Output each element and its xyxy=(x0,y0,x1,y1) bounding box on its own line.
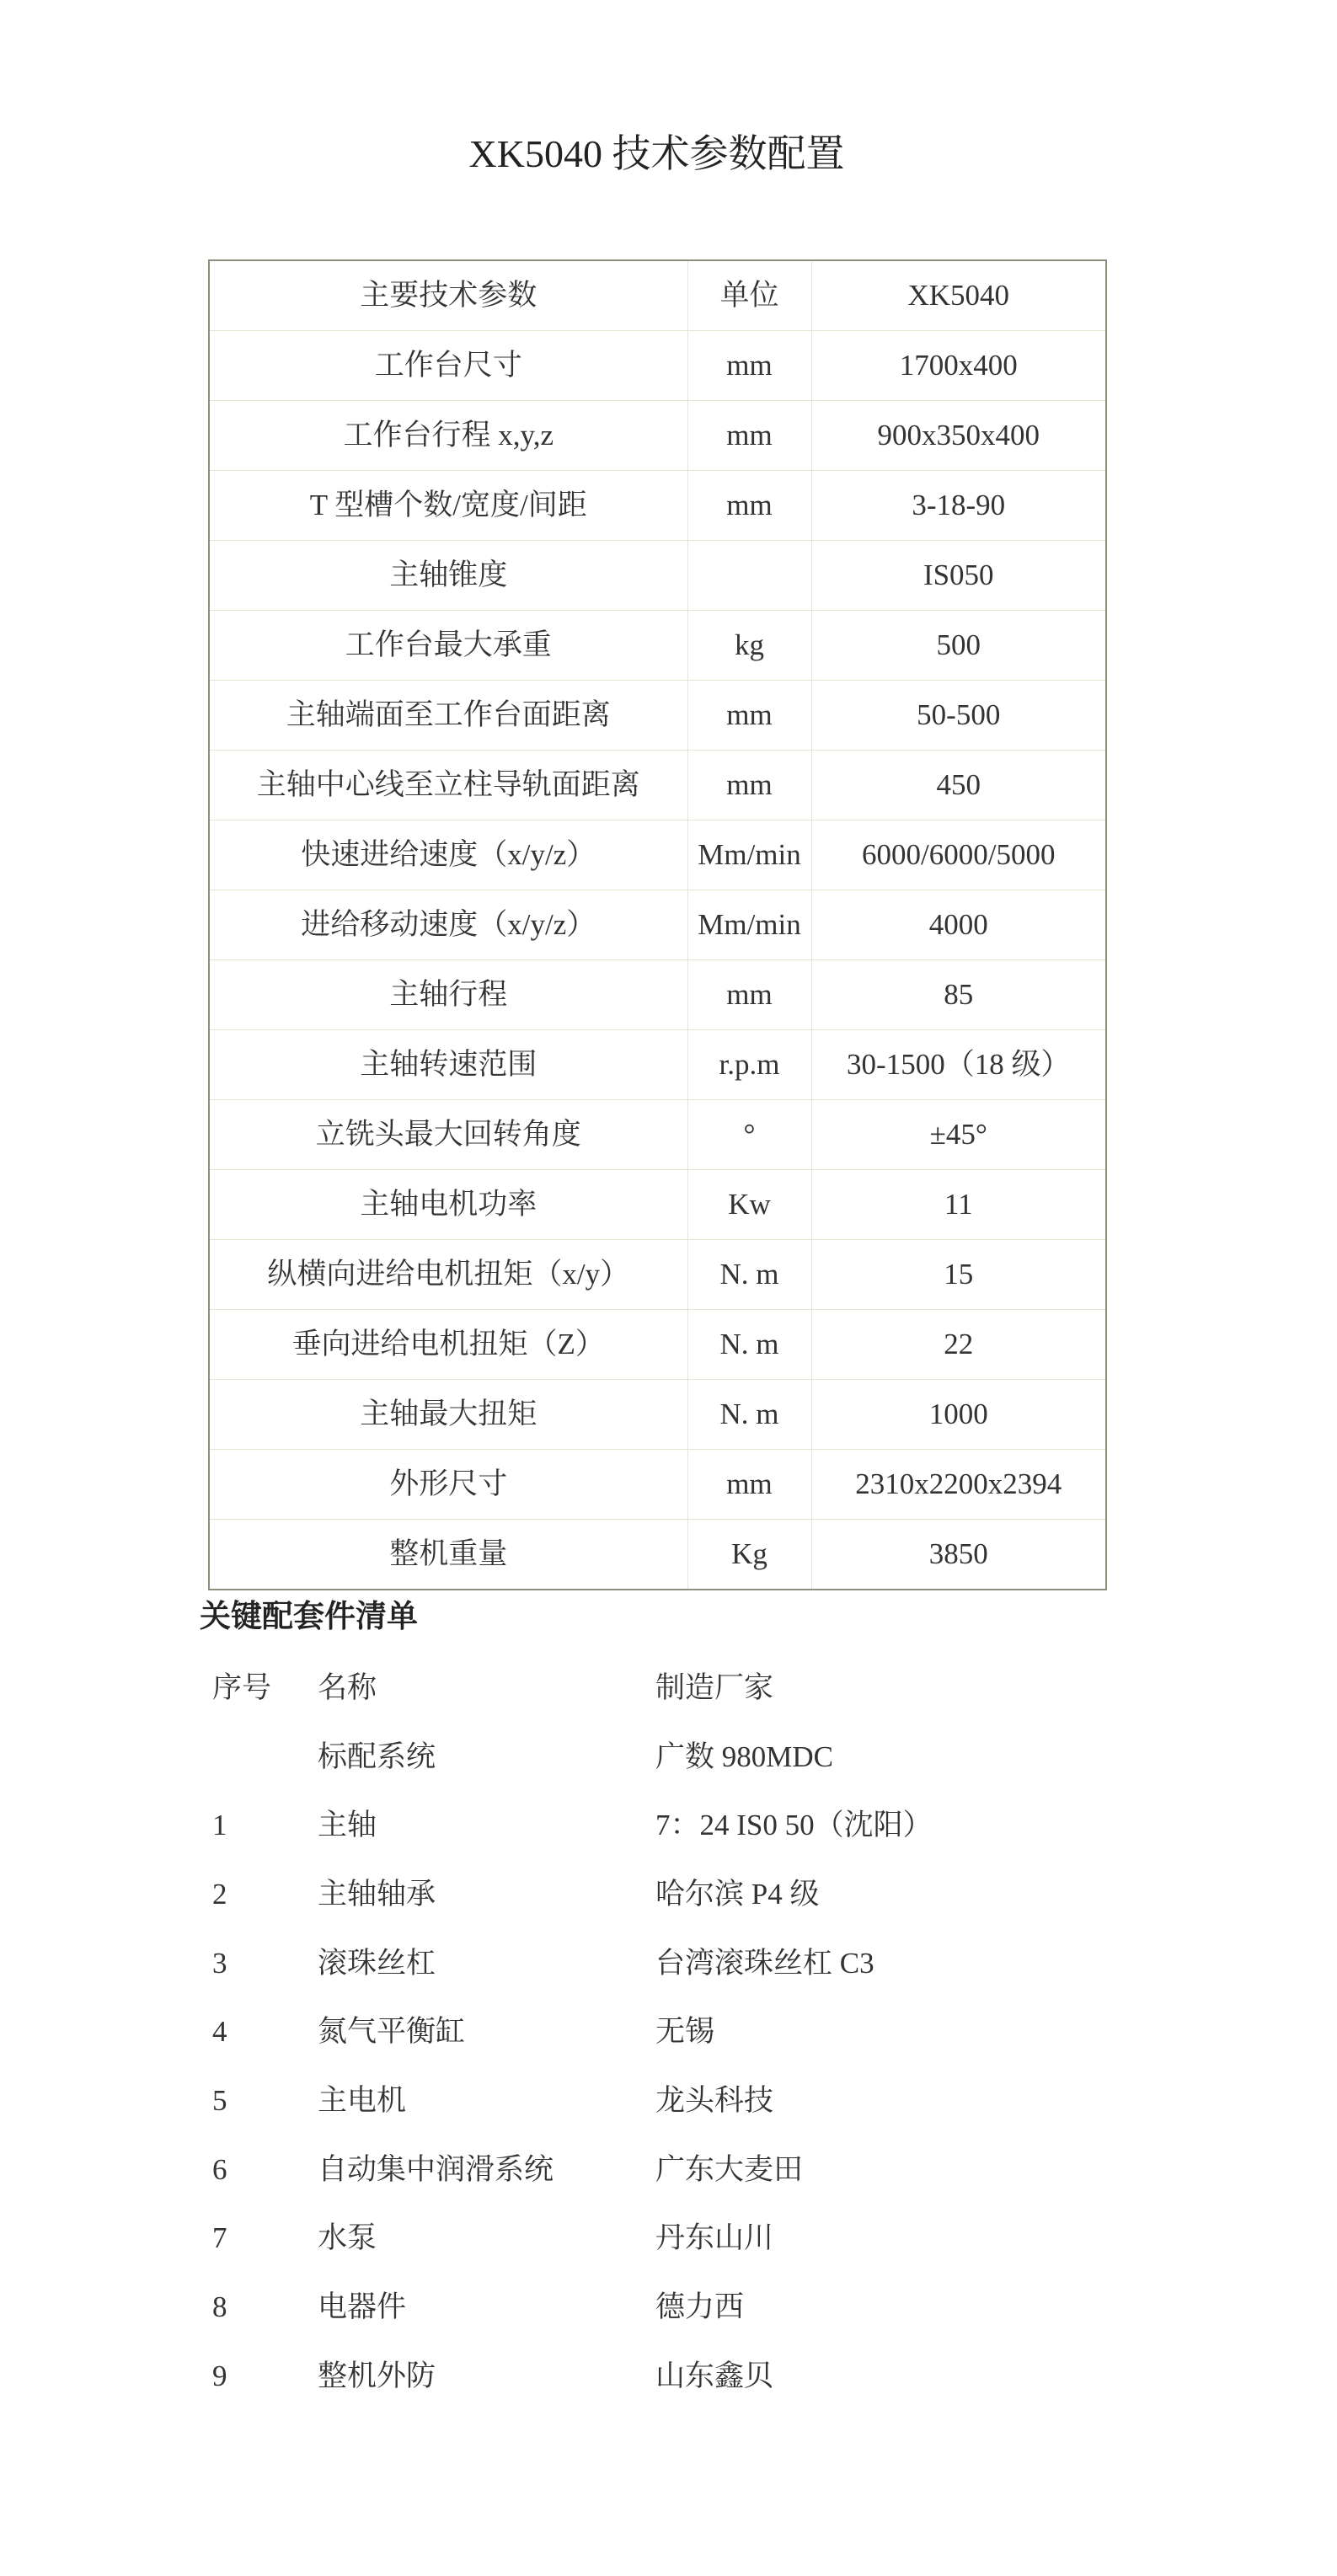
spec-value-cell: 900x350x400 xyxy=(811,401,1106,471)
parts-row xyxy=(212,1723,1122,1792)
spec-unit-cell: N. m xyxy=(687,1240,811,1310)
spec-row xyxy=(209,1310,1106,1380)
spec-unit-cell: kg xyxy=(687,611,811,681)
parts-name: 氮气平衡缸 xyxy=(318,2015,466,2049)
spec-param-cell: 整机重量 xyxy=(209,1520,687,1590)
spec-value-cell: 3-18-90 xyxy=(811,471,1106,541)
parts-header-maker: 制造厂家 xyxy=(655,1670,774,1704)
parts-name: 标配系统 xyxy=(318,1740,436,1773)
parts-index: 7 xyxy=(212,2221,227,2255)
parts-maker: 7：24 IS0 50（沈阳） xyxy=(655,1809,933,1842)
spec-param-cell: 外形尺寸 xyxy=(209,1450,687,1520)
parts-maker: 龙头科技 xyxy=(655,2083,774,2117)
spec-value-cell: 11 xyxy=(811,1170,1106,1240)
parts-header-index: 序号 xyxy=(212,1670,272,1704)
spec-unit-cell: N. m xyxy=(687,1310,811,1380)
spec-row xyxy=(209,960,1106,1030)
spec-param-cell: 纵横向进给电机扭矩（x/y） xyxy=(209,1240,687,1310)
parts-index: 9 xyxy=(212,2359,227,2392)
page-title: XK5040 技术参数配置 xyxy=(468,132,845,175)
parts-name: 滚珠丝杠 xyxy=(318,1946,436,1980)
parts-name: 自动集中润滑系统 xyxy=(318,2152,554,2186)
parts-maker: 广东大麦田 xyxy=(655,2152,804,2186)
spec-row xyxy=(209,331,1106,401)
parts-maker: 哈尔滨 P4 级 xyxy=(655,1877,820,1911)
spec-header-param: 主要技术参数 xyxy=(209,260,687,331)
spec-row xyxy=(209,1450,1106,1520)
parts-name: 主轴轴承 xyxy=(318,1877,436,1911)
parts-header-name: 名称 xyxy=(318,1670,377,1704)
spec-value-cell: 30-1500（18 级） xyxy=(811,1030,1106,1100)
parts-index: 4 xyxy=(212,2015,227,2049)
parts-index: 6 xyxy=(212,2152,227,2186)
parts-row xyxy=(212,1997,1122,2066)
parts-index: 1 xyxy=(212,1809,227,1842)
spec-row xyxy=(209,1520,1106,1590)
parts-header-row xyxy=(212,1654,1122,1723)
parts-maker: 无锡 xyxy=(655,2015,715,2049)
parts-maker: 丹东山川 xyxy=(655,2221,774,2255)
spec-unit-cell: mm xyxy=(687,960,811,1030)
spec-value-cell: 4000 xyxy=(811,890,1106,960)
spec-row xyxy=(209,890,1106,960)
spec-param-cell: 快速进给速度（x/y/z） xyxy=(209,820,687,890)
spec-value-cell: 2310x2200x2394 xyxy=(811,1450,1106,1520)
spec-unit-cell: mm xyxy=(687,681,811,751)
spec-param-cell: 工作台行程 x,y,z xyxy=(209,401,687,471)
spec-unit-cell: Mm/min xyxy=(687,890,811,960)
spec-unit-cell: ° xyxy=(687,1100,811,1170)
parts-index: 2 xyxy=(212,1877,227,1911)
spec-row xyxy=(209,1030,1106,1100)
spec-row xyxy=(209,611,1106,681)
spec-unit-cell: mm xyxy=(687,751,811,820)
spec-value-cell: 450 xyxy=(811,751,1106,820)
spec-param-cell: 主轴行程 xyxy=(209,960,687,1030)
spec-unit-cell: mm xyxy=(687,331,811,401)
spec-param-cell: 垂向进给电机扭矩（Z） xyxy=(209,1310,687,1380)
spec-table xyxy=(208,259,1107,1590)
spec-value-cell: 500 xyxy=(811,611,1106,681)
spec-unit-cell: Mm/min xyxy=(687,820,811,890)
spec-param-cell: T 型槽个数/宽度/间距 xyxy=(209,471,687,541)
spec-unit-cell: r.p.m xyxy=(687,1030,811,1100)
parts-row xyxy=(212,2205,1122,2274)
spec-param-cell: 立铣头最大回转角度 xyxy=(209,1100,687,1170)
spec-row xyxy=(209,751,1106,820)
parts-name: 水泵 xyxy=(318,2221,377,2255)
spec-row xyxy=(209,401,1106,471)
parts-index: 5 xyxy=(212,2083,227,2117)
parts-name: 整机外防 xyxy=(318,2359,436,2392)
spec-value-cell: 1000 xyxy=(811,1380,1106,1450)
parts-maker: 德力西 xyxy=(655,2290,745,2324)
parts-maker: 广数 980MDC xyxy=(655,1740,833,1773)
spec-row xyxy=(209,1100,1106,1170)
parts-row xyxy=(212,1791,1122,1860)
parts-row xyxy=(212,1860,1122,1929)
spec-unit-cell: Kg xyxy=(687,1520,811,1590)
spec-unit-cell: N. m xyxy=(687,1380,811,1450)
spec-row xyxy=(209,1170,1106,1240)
spec-row xyxy=(209,1240,1106,1310)
spec-value-cell: 15 xyxy=(811,1240,1106,1310)
spec-param-cell: 主轴端面至工作台面距离 xyxy=(209,681,687,751)
spec-header-row xyxy=(209,260,1106,331)
spec-param-cell: 主轴电机功率 xyxy=(209,1170,687,1240)
spec-value-cell: ±45° xyxy=(811,1100,1106,1170)
spec-value-cell: 22 xyxy=(811,1310,1106,1380)
spec-param-cell: 工作台最大承重 xyxy=(209,611,687,681)
parts-list xyxy=(212,1654,1122,2411)
parts-row xyxy=(212,2135,1122,2205)
spec-row xyxy=(209,820,1106,890)
parts-row xyxy=(212,2066,1122,2135)
spec-unit-cell: mm xyxy=(687,471,811,541)
spec-unit-cell xyxy=(687,541,811,611)
spec-value-cell: 1700x400 xyxy=(811,331,1106,401)
parts-name: 主轴 xyxy=(318,1809,377,1842)
parts-row xyxy=(212,1929,1122,1998)
spec-param-cell: 进给移动速度（x/y/z） xyxy=(209,890,687,960)
spec-value-cell: IS050 xyxy=(811,541,1106,611)
spec-param-cell: 主轴锥度 xyxy=(209,541,687,611)
parts-row xyxy=(212,2273,1122,2342)
parts-name: 电器件 xyxy=(318,2290,407,2324)
spec-value-cell: 6000/6000/5000 xyxy=(811,820,1106,890)
spec-param-cell: 主轴中心线至立柱导轨面距离 xyxy=(209,751,687,820)
parts-maker: 山东鑫贝 xyxy=(655,2359,774,2392)
parts-index: 3 xyxy=(212,1946,227,1980)
parts-maker: 台湾滚珠丝杠 C3 xyxy=(655,1946,874,1980)
spec-row xyxy=(209,681,1106,751)
spec-value-cell: 50-500 xyxy=(811,681,1106,751)
spec-unit-cell: mm xyxy=(687,1450,811,1520)
spec-param-cell: 主轴最大扭矩 xyxy=(209,1380,687,1450)
parts-index: 8 xyxy=(212,2290,227,2324)
spec-param-cell: 主轴转速范围 xyxy=(209,1030,687,1100)
spec-param-cell: 工作台尺寸 xyxy=(209,331,687,401)
spec-header-unit: 单位 xyxy=(687,260,811,331)
spec-row xyxy=(209,471,1106,541)
spec-row xyxy=(209,1380,1106,1450)
parts-name: 主电机 xyxy=(318,2083,407,2117)
spec-header-value: XK5040 xyxy=(811,260,1106,331)
spec-unit-cell: mm xyxy=(687,401,811,471)
spec-row xyxy=(209,541,1106,611)
spec-unit-cell: Kw xyxy=(687,1170,811,1240)
spec-value-cell: 85 xyxy=(811,960,1106,1030)
parts-row xyxy=(212,2342,1122,2411)
parts-list-heading: 关键配套件清单 xyxy=(200,1600,418,1634)
spec-value-cell: 3850 xyxy=(811,1520,1106,1590)
